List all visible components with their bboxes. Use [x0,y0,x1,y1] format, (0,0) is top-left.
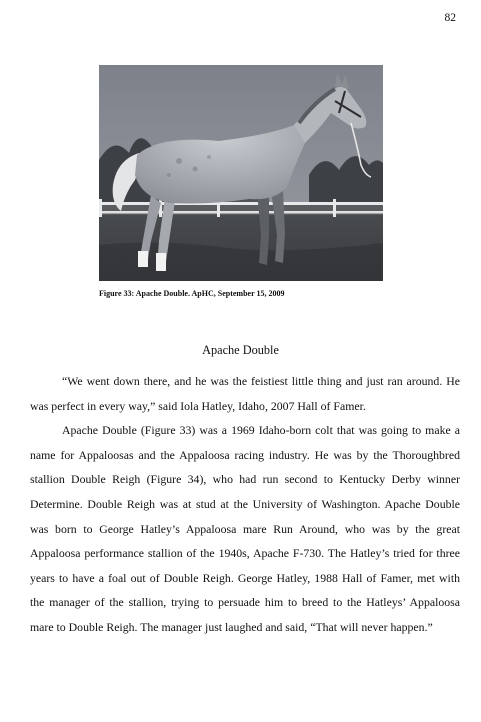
page-number: 82 [444,12,456,24]
text-line: name for Appaloosas and the Appaloosa racing industry. He was by the Thoroughbred [30,447,460,462]
paragraph [30,369,460,418]
body-text [30,369,460,640]
text-line: was born to George Hatley’s Appaloosa mare Run Around, who was by the great [30,521,460,536]
text-line: was perfect in every way,” said Iola Hatley, Idaho, 2007 Hall of Famer. [30,398,366,413]
text-line: stallion Double Reigh (Figure 34), who had run second to Kentucky Derby winner [30,472,460,487]
text-line: years to have a foal out of Double Reigh. George Hatley, 1988 Hall of Famer, met with [30,570,460,585]
text-line: mare to Double Reigh. The manager just laughed and said, “That will never happen.” [30,619,433,634]
figure-caption: Figure 33: Apache Double. ApHC, September 15, 2009 [99,289,285,298]
text-line: Apache Double (Figure 33) was a 1969 Idaho-born colt that was going to make a [62,423,460,438]
text-line: the manager of the stallion, trying to persuade him to breed to the Hatleys’ Appaloosa [30,595,460,610]
paragraph [30,418,460,639]
text-line: Appaloosa performance stallion of the 1940s, Apache F-730. The Hatley’s tried for three [30,546,460,561]
text-line: “We went down there, and he was the feistiest little thing and just ran around. He [62,374,460,388]
section-heading: Apache Double [202,343,279,357]
horse-photo [99,65,383,281]
text-line: Determine. Double Reigh was at stud at the University of Washington. Apache Double [30,496,460,511]
